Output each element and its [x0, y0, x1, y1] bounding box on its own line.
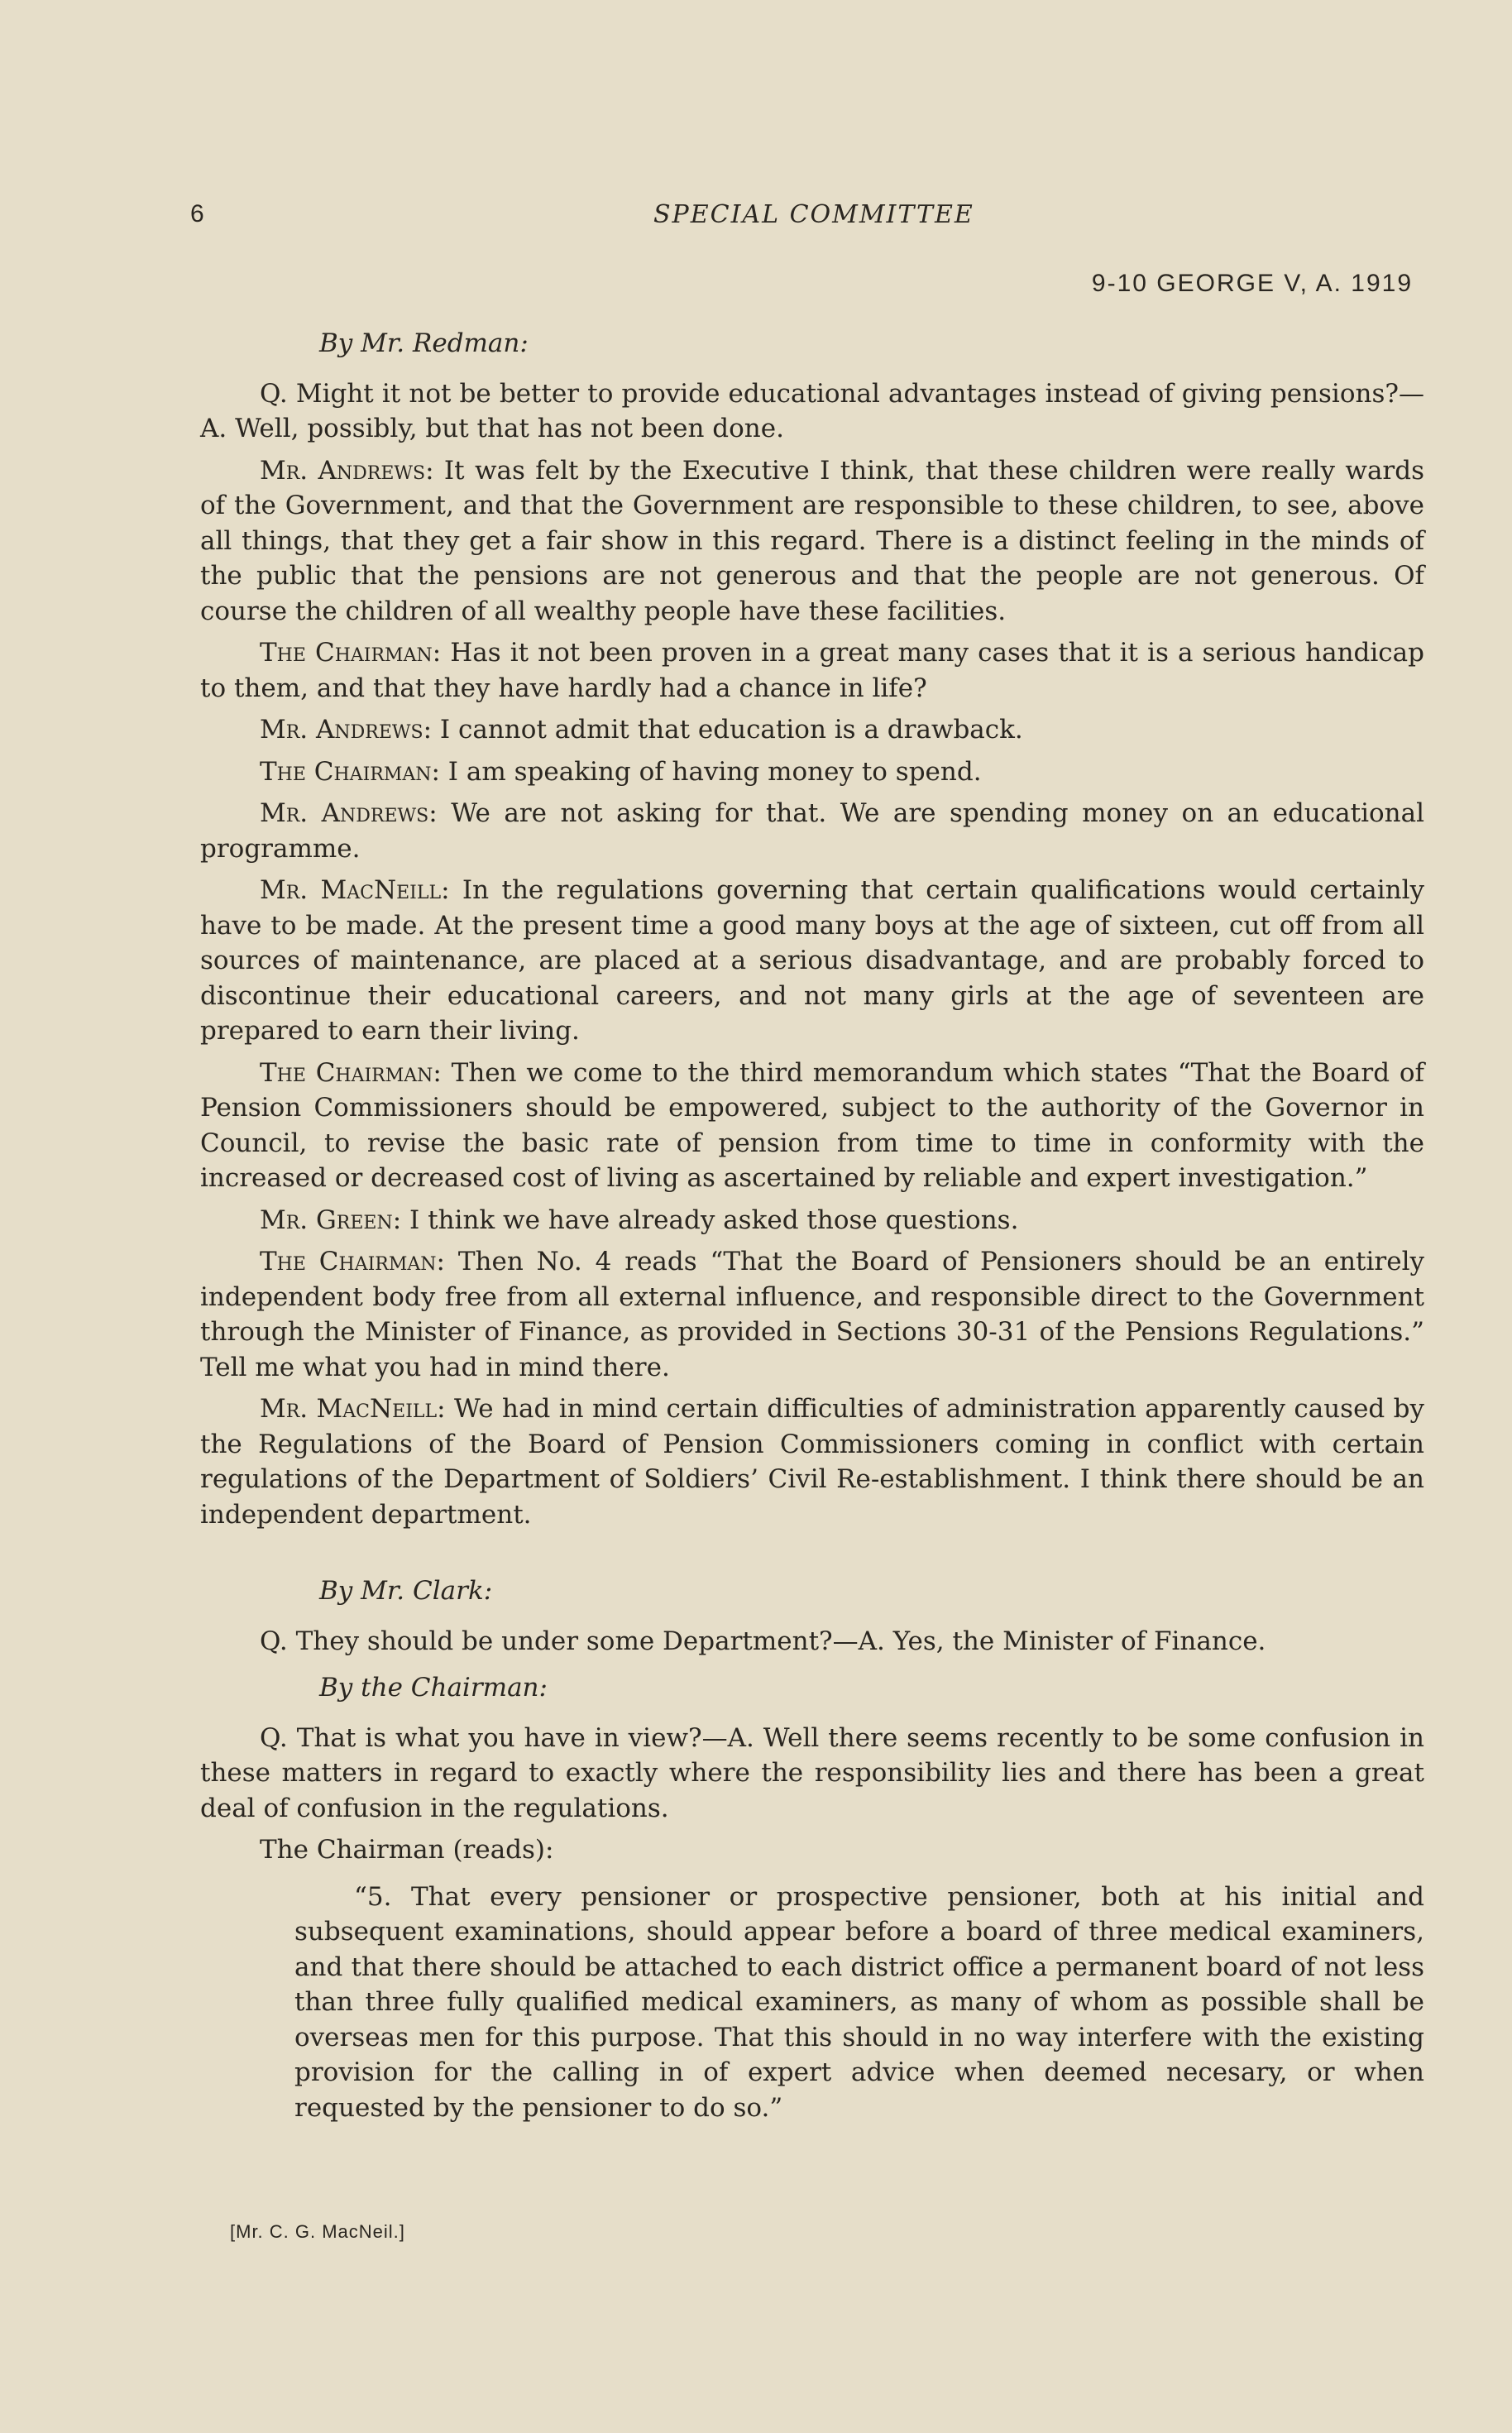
- paragraph-andrews-2: [200, 712, 1424, 748]
- paragraph-macneill-1: [200, 873, 1424, 1049]
- session-label: 9-10 GEORGE V, A. 1919: [1091, 270, 1413, 297]
- speech: Then No. 4 reads “That the Board of Pensioners should be an entirely independent body free from all external influence, and responsible direct to the Government through the Minister of Finance, as provided in Sections 30-31 of the Pensions Regulations.” Tell me what you had in mind there.: [200, 1247, 1424, 1382]
- speaker: Mr. MacNeill:: [260, 875, 450, 905]
- speech: It was felt by the Executive I think, that these children were really wards of the Government, and that the Government are responsible to these children, to see, above all things, that they get a fair show in this regard. There is a distinct feeling in the minds of the public that the pensions are not generous and that the people are not generous. Of course the children of all wealthy people have these facilities.: [200, 455, 1424, 626]
- paragraph-macneill-2: [200, 1391, 1424, 1532]
- paragraph-andrews-3: [200, 796, 1424, 866]
- question-redman: Q. Might it not be better to provide educational advantages instead of giving pensions?—A. Well, possibly, but that has not been done.: [200, 378, 1424, 443]
- byline-clark: By Mr. Clark:: [319, 1576, 493, 1606]
- document-body: [200, 314, 1424, 2125]
- speaker: The Chairman:: [260, 1247, 445, 1276]
- speech: I think we have already asked those questions.: [401, 1205, 1019, 1235]
- speech: We had in mind certain difficulties of administration apparently caused by the Regulations of the Board of Pension Commissioners coming in conflict with certain regulations of the Department of Soldiers’ Civil Re-establishment. I think there should be an independent department.: [200, 1394, 1425, 1530]
- speaker: Mr. Green:: [260, 1205, 402, 1235]
- paragraph-chairman-3: [200, 1056, 1424, 1196]
- paragraph-chairman-2: [200, 754, 1424, 790]
- speaker: Mr. Andrews:: [260, 715, 433, 745]
- byline-chairman: By the Chairman:: [319, 1673, 548, 1703]
- speaker: The Chairman:: [260, 638, 442, 668]
- speech: We are not asking for that. We are spending money on an educational programme.: [200, 798, 1425, 864]
- paragraph-andrews-1: [200, 453, 1424, 630]
- speech: I cannot admit that education is a drawback.: [432, 715, 1023, 745]
- paragraph-green: [200, 1203, 1424, 1238]
- speaker: Mr. Andrews:: [260, 455, 434, 486]
- speech: I am speaking of having money to spend.: [439, 756, 982, 787]
- question-chairman: Q. That is what you have in view?—A. Well there seems recently to be some confusion in these matters in regard to exactly where the responsibility lies and there has been a great deal of confusion in the regulations.: [200, 1722, 1424, 1823]
- question-clark: Q. They should be under some Department?—A. Yes, the Minister of Finance.: [260, 1626, 1266, 1656]
- running-title: SPECIAL COMMITTEE: [653, 200, 974, 229]
- speech: Has it not been proven in a great many cases that it is a serious handicap to them, and that they have hardly had a chance in life?: [200, 638, 1424, 703]
- paragraph-chairman-1: [200, 635, 1424, 706]
- page-number: 6: [190, 200, 204, 227]
- speech: In the regulations governing that certain qualifications would certainly have to be made. At the present time a good many boys at the age of sixteen, cut off from all sources of maintenance, are placed at a serious disadvantage, and are probably forced to discontinue their educational careers, and not many girls at the age of seventeen are prepared to earn their living.: [200, 875, 1425, 1046]
- speech: Then we come to the third memorandum which states “That the Board of Pension Commissioners should be empowered, subject to the authority of the Governor in Council, to revise the basic rate of pension from time to time in conformity with the increased or decreased cost of living as ascertained by reliable and expert investigation.”: [200, 1057, 1424, 1193]
- speaker: Mr. MacNeill:: [260, 1394, 446, 1424]
- signature-footer: [Mr. C. G. MacNeil.]: [230, 2221, 405, 2242]
- paragraph-chairman-4: [200, 1244, 1424, 1385]
- speaker: Mr. Andrews:: [260, 798, 438, 828]
- speaker: The Chairman:: [260, 1057, 442, 1088]
- page-header: [190, 200, 1431, 238]
- byline-redman: By Mr. Redman:: [319, 328, 529, 358]
- quoted-memorandum-5: “5. That every pensioner or prospective pensioner, both at his initial and subsequent examinations, should appear before a board of three medical examiners, and that there should be attached to each district office a permanent board of not less than three fully qualified medical examiners, as many of whom as possible shall be overseas men for this purpose. That this should in no way interfere with the existing provision for the calling in of expert advice when deemed necesary, or when requested by the pensioner to do so.”: [294, 1881, 1424, 2123]
- speaker: The Chairman:: [260, 756, 440, 787]
- chairman-reads: The Chairman (reads):: [260, 1835, 554, 1865]
